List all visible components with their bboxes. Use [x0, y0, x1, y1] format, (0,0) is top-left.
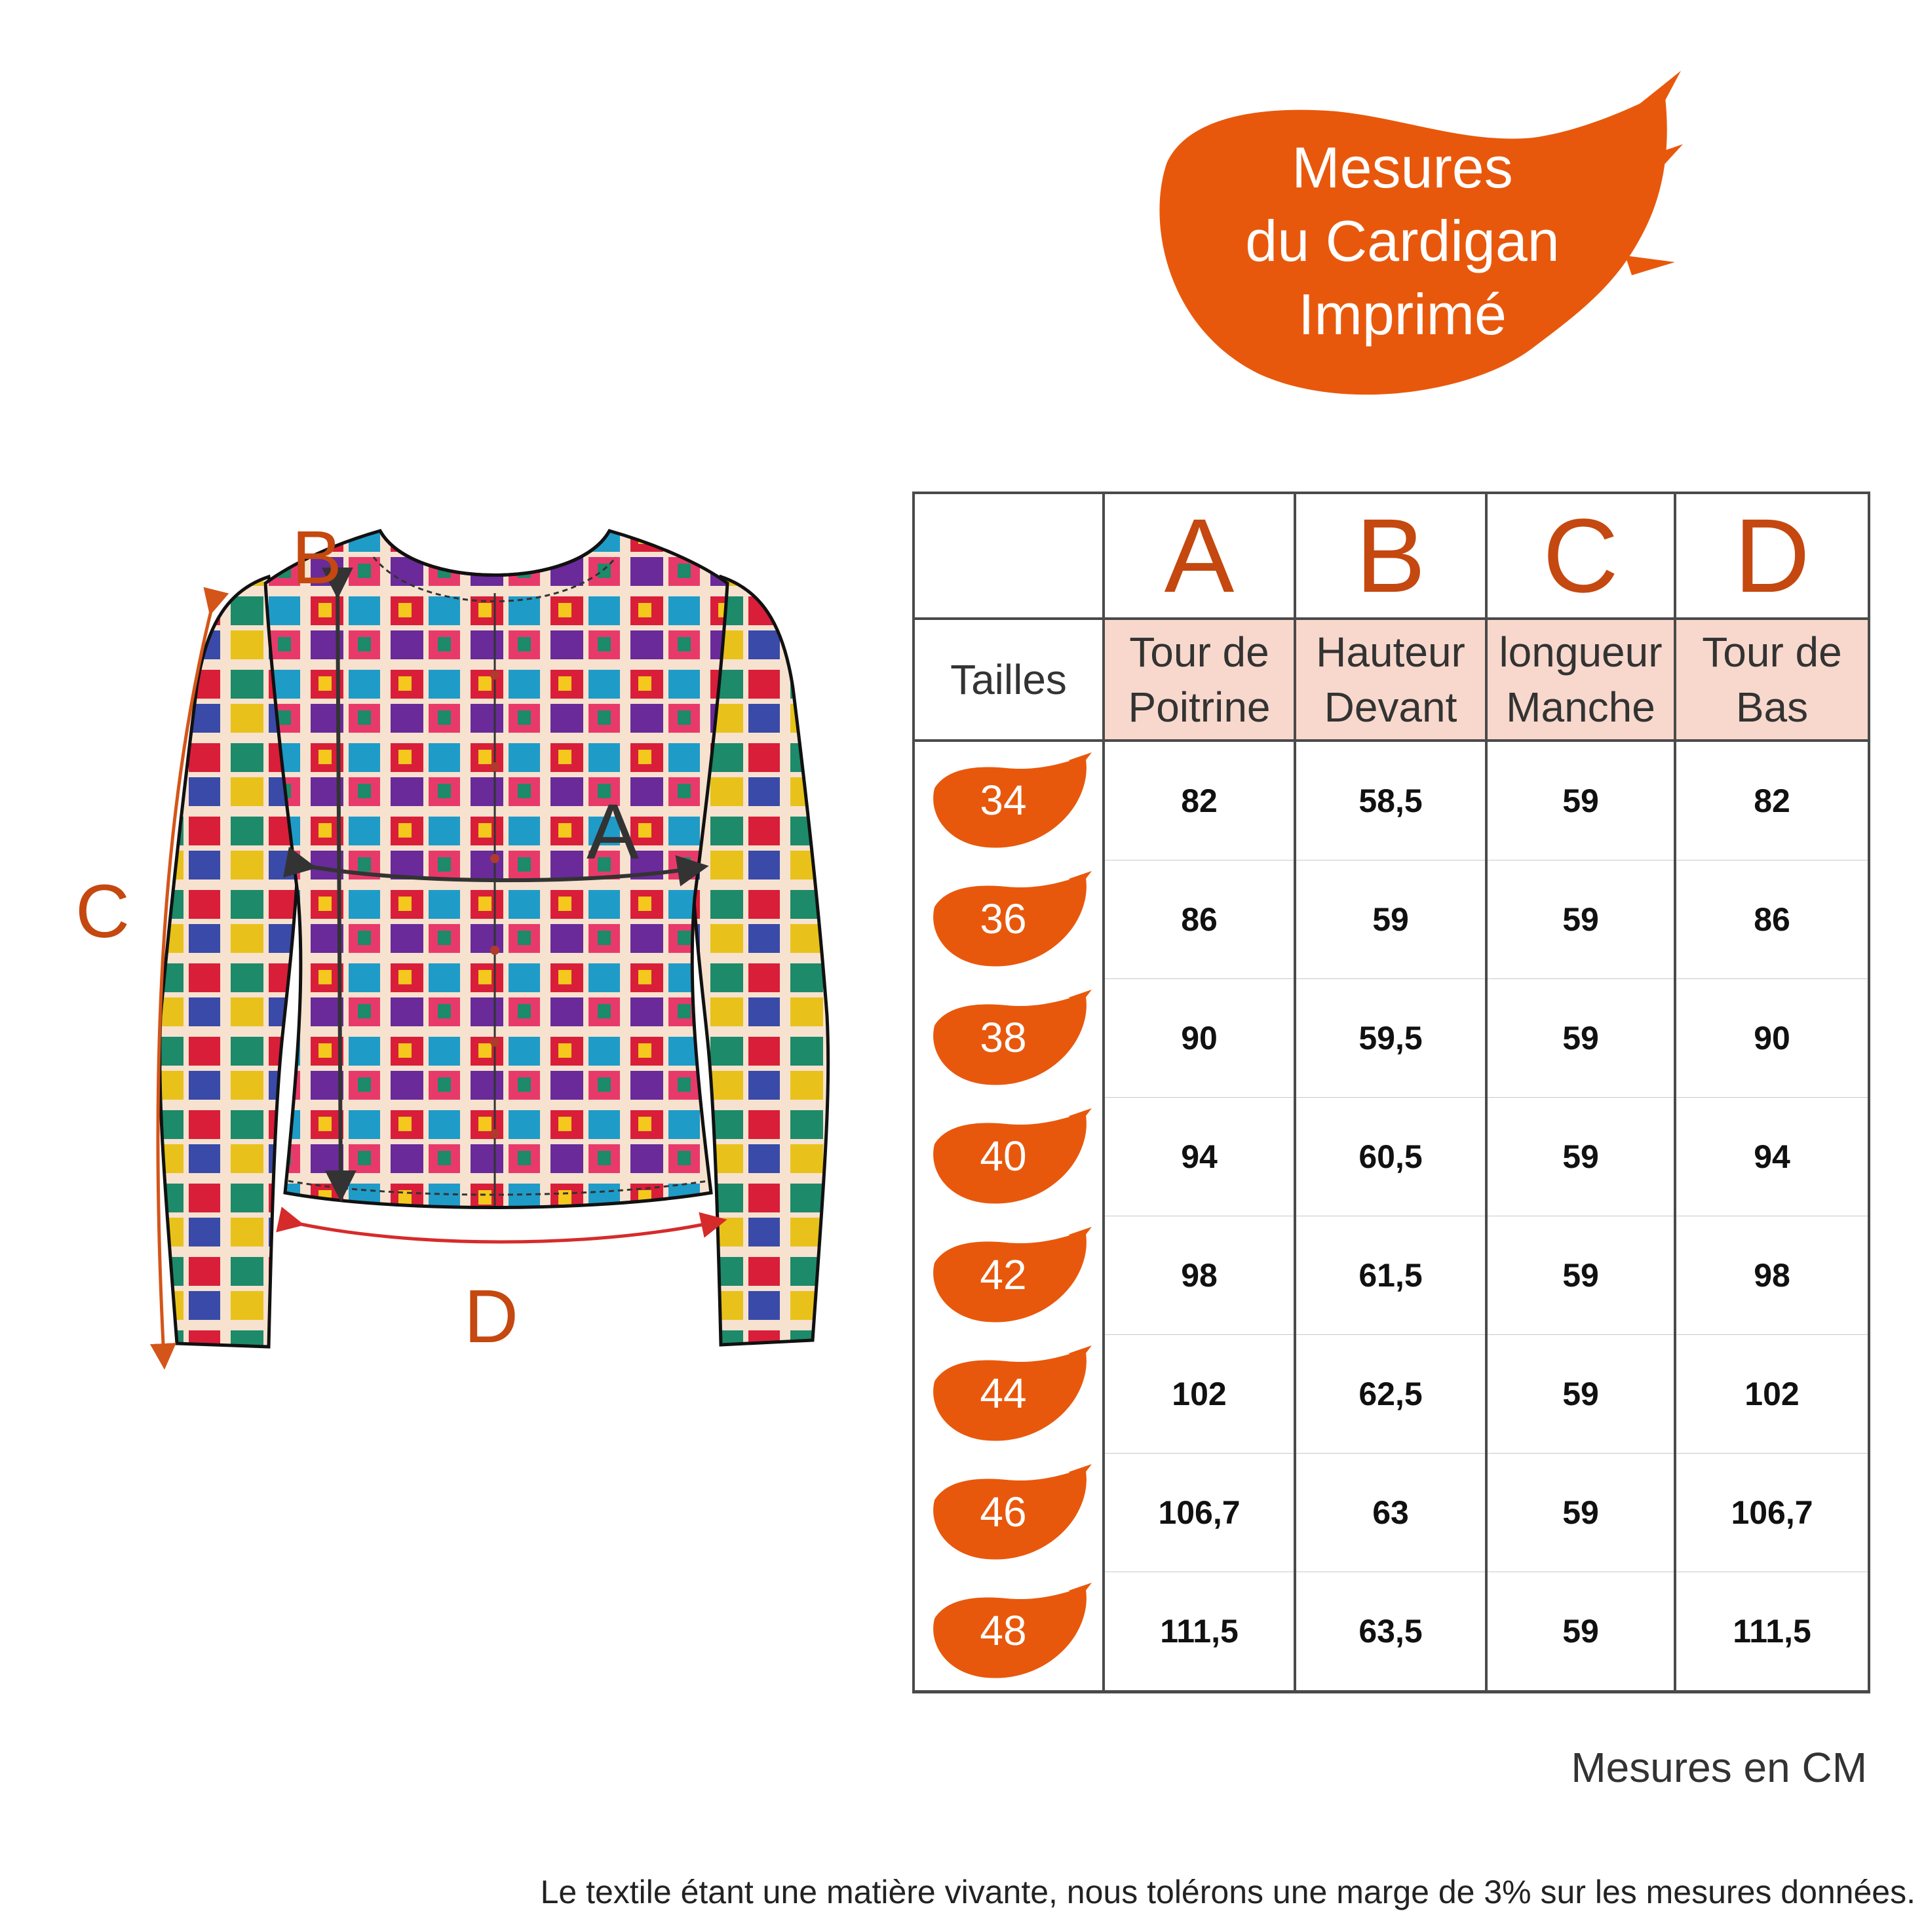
column-letter: B — [1295, 493, 1486, 619]
table-cell: 59 — [1486, 1335, 1675, 1454]
table-cell: 106,7 — [1104, 1454, 1295, 1572]
size-badge — [928, 1583, 1092, 1681]
table-cell: 60,5 — [1295, 1098, 1486, 1216]
size-label: 44 — [980, 1369, 1027, 1417]
table-cell: 59 — [1486, 1216, 1675, 1335]
column-letter: D — [1675, 493, 1869, 619]
table-cell: 59 — [1486, 979, 1675, 1098]
label-header-row — [914, 619, 1869, 741]
size-badge — [928, 752, 1092, 851]
column-label: Tour de Poitrine — [1104, 619, 1295, 741]
table-cell: 102 — [1104, 1335, 1295, 1454]
title-line-2: du Cardigan — [1245, 208, 1560, 273]
label-a: A — [587, 788, 640, 876]
table-cell: 61,5 — [1295, 1216, 1486, 1335]
table-cell: 59 — [1486, 741, 1675, 860]
size-cell — [914, 741, 1104, 860]
table-cell: 82 — [1104, 741, 1295, 860]
corner-cell — [914, 493, 1104, 619]
size-label: 48 — [980, 1606, 1027, 1654]
title-line-3: Imprimé — [1298, 282, 1507, 347]
measure-d-line — [292, 1222, 714, 1242]
size-cell — [914, 860, 1104, 979]
label-b: B — [292, 518, 342, 600]
letter-header-row — [914, 493, 1869, 619]
table-cell: 82 — [1675, 741, 1869, 860]
table-row — [914, 741, 1869, 860]
size-badge — [928, 990, 1092, 1088]
label-c: C — [75, 870, 130, 954]
table-row — [914, 1572, 1869, 1692]
table-cell: 94 — [1104, 1098, 1295, 1216]
column-label: longueur Manche — [1486, 619, 1675, 741]
size-header: Tailles — [914, 619, 1104, 741]
table-row — [914, 1216, 1869, 1335]
table-cell: 62,5 — [1295, 1335, 1486, 1454]
size-badge — [928, 1108, 1092, 1207]
table-row — [914, 860, 1869, 979]
table-row — [914, 1335, 1869, 1454]
size-badge — [928, 1345, 1092, 1444]
size-label: 34 — [980, 777, 1027, 824]
size-cell — [914, 1454, 1104, 1572]
table-row — [914, 1454, 1869, 1572]
table-cell: 59 — [1486, 1454, 1675, 1572]
table-cell: 111,5 — [1675, 1572, 1869, 1692]
size-cell — [914, 1098, 1104, 1216]
size-label: 36 — [980, 895, 1027, 942]
size-cell — [914, 1216, 1104, 1335]
table-cell: 86 — [1104, 860, 1295, 979]
table-row — [914, 979, 1869, 1098]
table-cell: 102 — [1675, 1335, 1869, 1454]
column-letter: C — [1486, 493, 1675, 619]
table-row — [914, 1098, 1869, 1216]
disclaimer: Le textile étant une matière vivante, nous tolérons une marge de 3% sur les mesures données. — [540, 1874, 1916, 1910]
table-cell: 63,5 — [1295, 1572, 1486, 1692]
table-cell: 111,5 — [1104, 1572, 1295, 1692]
title-line-1: Mesures — [1292, 135, 1513, 200]
column-label: Tour de Bas — [1675, 619, 1869, 741]
table-cell: 86 — [1675, 860, 1869, 979]
page-title — [1160, 131, 1645, 351]
table-cell: 59,5 — [1295, 979, 1486, 1098]
size-badge — [928, 871, 1092, 969]
column-letter: A — [1104, 493, 1295, 619]
size-cell — [914, 1335, 1104, 1454]
size-table — [912, 492, 1870, 1693]
table-cell: 90 — [1675, 979, 1869, 1098]
table-cell: 58,5 — [1295, 741, 1486, 860]
table-cell: 98 — [1675, 1216, 1869, 1335]
table-cell: 98 — [1104, 1216, 1295, 1335]
cardigan-diagram — [66, 518, 878, 1389]
unit-note: Mesures en CM — [1571, 1744, 1867, 1791]
table-cell: 90 — [1104, 979, 1295, 1098]
size-cell — [914, 1572, 1104, 1692]
table-cell: 59 — [1486, 860, 1675, 979]
size-badge — [928, 1464, 1092, 1562]
table-cell: 59 — [1486, 1572, 1675, 1692]
table-cell: 106,7 — [1675, 1454, 1869, 1572]
table-cell: 94 — [1675, 1098, 1869, 1216]
size-badge — [928, 1227, 1092, 1325]
column-label: Hauteur Devant — [1295, 619, 1486, 741]
label-d: D — [464, 1275, 519, 1359]
size-label: 42 — [980, 1250, 1027, 1298]
size-cell — [914, 979, 1104, 1098]
size-label: 40 — [980, 1132, 1027, 1180]
table-cell: 59 — [1295, 860, 1486, 979]
size-label: 46 — [980, 1488, 1027, 1536]
table-cell: 59 — [1486, 1098, 1675, 1216]
table-cell: 63 — [1295, 1454, 1486, 1572]
size-label: 38 — [980, 1013, 1027, 1061]
